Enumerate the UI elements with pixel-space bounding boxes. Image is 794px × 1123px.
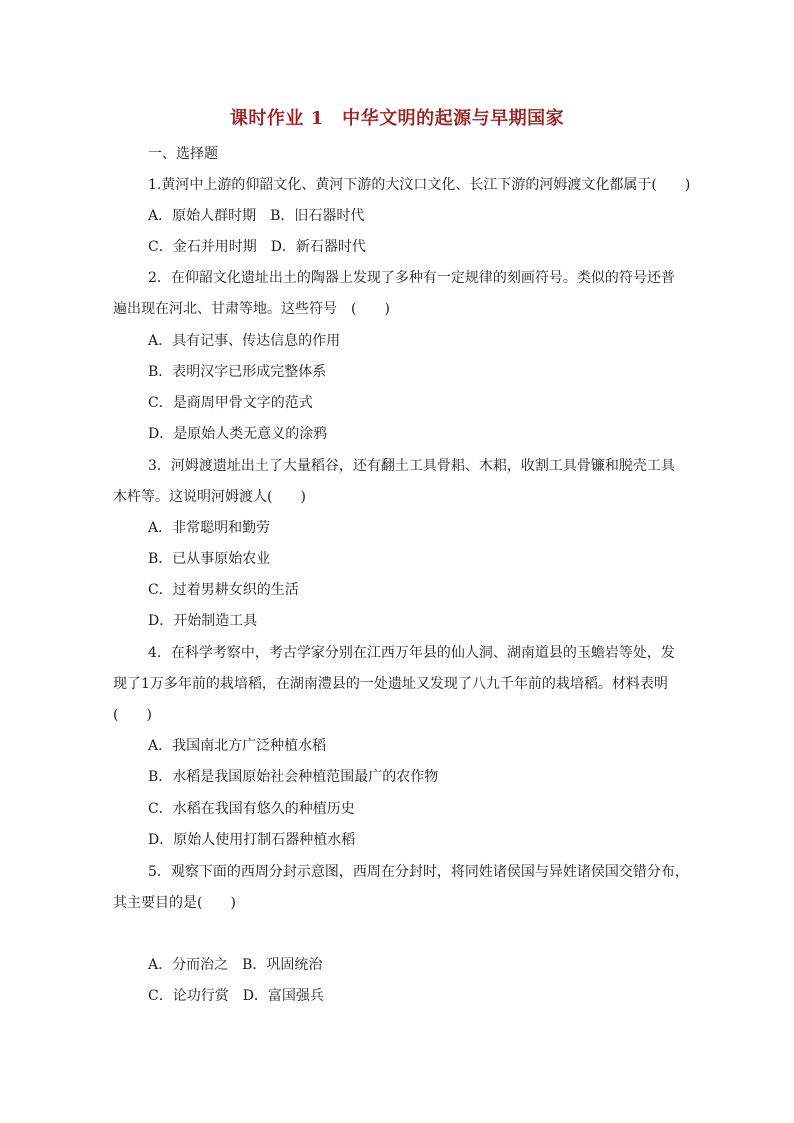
question-4-stem: ( ) <box>113 707 152 723</box>
question-4-option-a: A．我国南北方广泛种植水稻 <box>148 738 327 754</box>
question-3-option-d: D．开始制造工具 <box>148 613 258 629</box>
question-2-option-d: D．是原始人类无意义的涂鸦 <box>148 426 328 442</box>
question-4-option-b: B．水稻是我国原始社会种植范围最广的农作物 <box>148 769 439 785</box>
question-5-stem: 5．观察下面的西周分封示意图，西周在分封时，将同姓诸侯国与异姓诸侯国交错分布， <box>148 864 689 880</box>
question-5-option-line: A．分而治之 B．巩固统治 <box>148 957 323 973</box>
question-2-option-a: A．具有记事、传达信息的作用 <box>148 333 341 349</box>
question-4-stem: 现了1万多年前的栽培稻，在湖南澧县的一处遗址又发现了八九千年前的栽培稻。材料表明 <box>113 676 668 692</box>
question-4-option-c: C．水稻在我国有悠久的种植历史 <box>148 801 355 817</box>
question-3-stem: 木杵等。这说明河姆渡人( ) <box>113 489 306 505</box>
question-2-option-b: B．表明汉字已形成完整体系 <box>148 364 327 380</box>
question-1-option-line: C．金石并用时期 D．新石器时代 <box>148 239 366 255</box>
question-3-stem: 3．河姆渡遗址出土了大量稻谷，还有翻土工具骨耜、木耜，收割工具骨镰和脱壳工具 <box>148 458 675 474</box>
question-5-stem: 其主要目的是( ) <box>113 895 236 911</box>
question-4-stem: 4．在科学考察中，考古学家分别在江西万年县的仙人洞、湖南道县的玉蟾岩等处，发 <box>148 645 675 661</box>
question-1-option-line: A．原始人群时期 B．旧石器时代 <box>148 208 365 224</box>
question-5-option-line: C．论功行赏 D．富国强兵 <box>148 988 324 1004</box>
question-2-stem: 遍出现在河北、甘肃等地。这些符号 ( ) <box>113 301 390 317</box>
question-3-option-b: B．已从事原始农业 <box>148 551 271 567</box>
question-3-option-c: C．过着男耕女织的生活 <box>148 582 299 598</box>
question-2-option-c: C．是商周甲骨文字的范式 <box>148 395 313 411</box>
question-1-stem: 1.黄河中上游的仰韶文化、黄河下游的大汶口文化、长江下游的河姆渡文化都属于( ) <box>148 177 691 193</box>
section-heading: 一、选择题 <box>148 146 218 162</box>
page-title: 课时作业 1 中华文明的起源与早期国家 <box>229 108 565 129</box>
question-3-option-a: A．非常聪明和勤劳 <box>148 520 271 536</box>
question-2-stem: 2．在仰韶文化遗址出土的陶器上发现了多种有一定规律的刻画符号。类似的符号还普 <box>148 270 675 286</box>
question-4-option-d: D．原始人使用打制石器种植水稻 <box>148 832 356 848</box>
